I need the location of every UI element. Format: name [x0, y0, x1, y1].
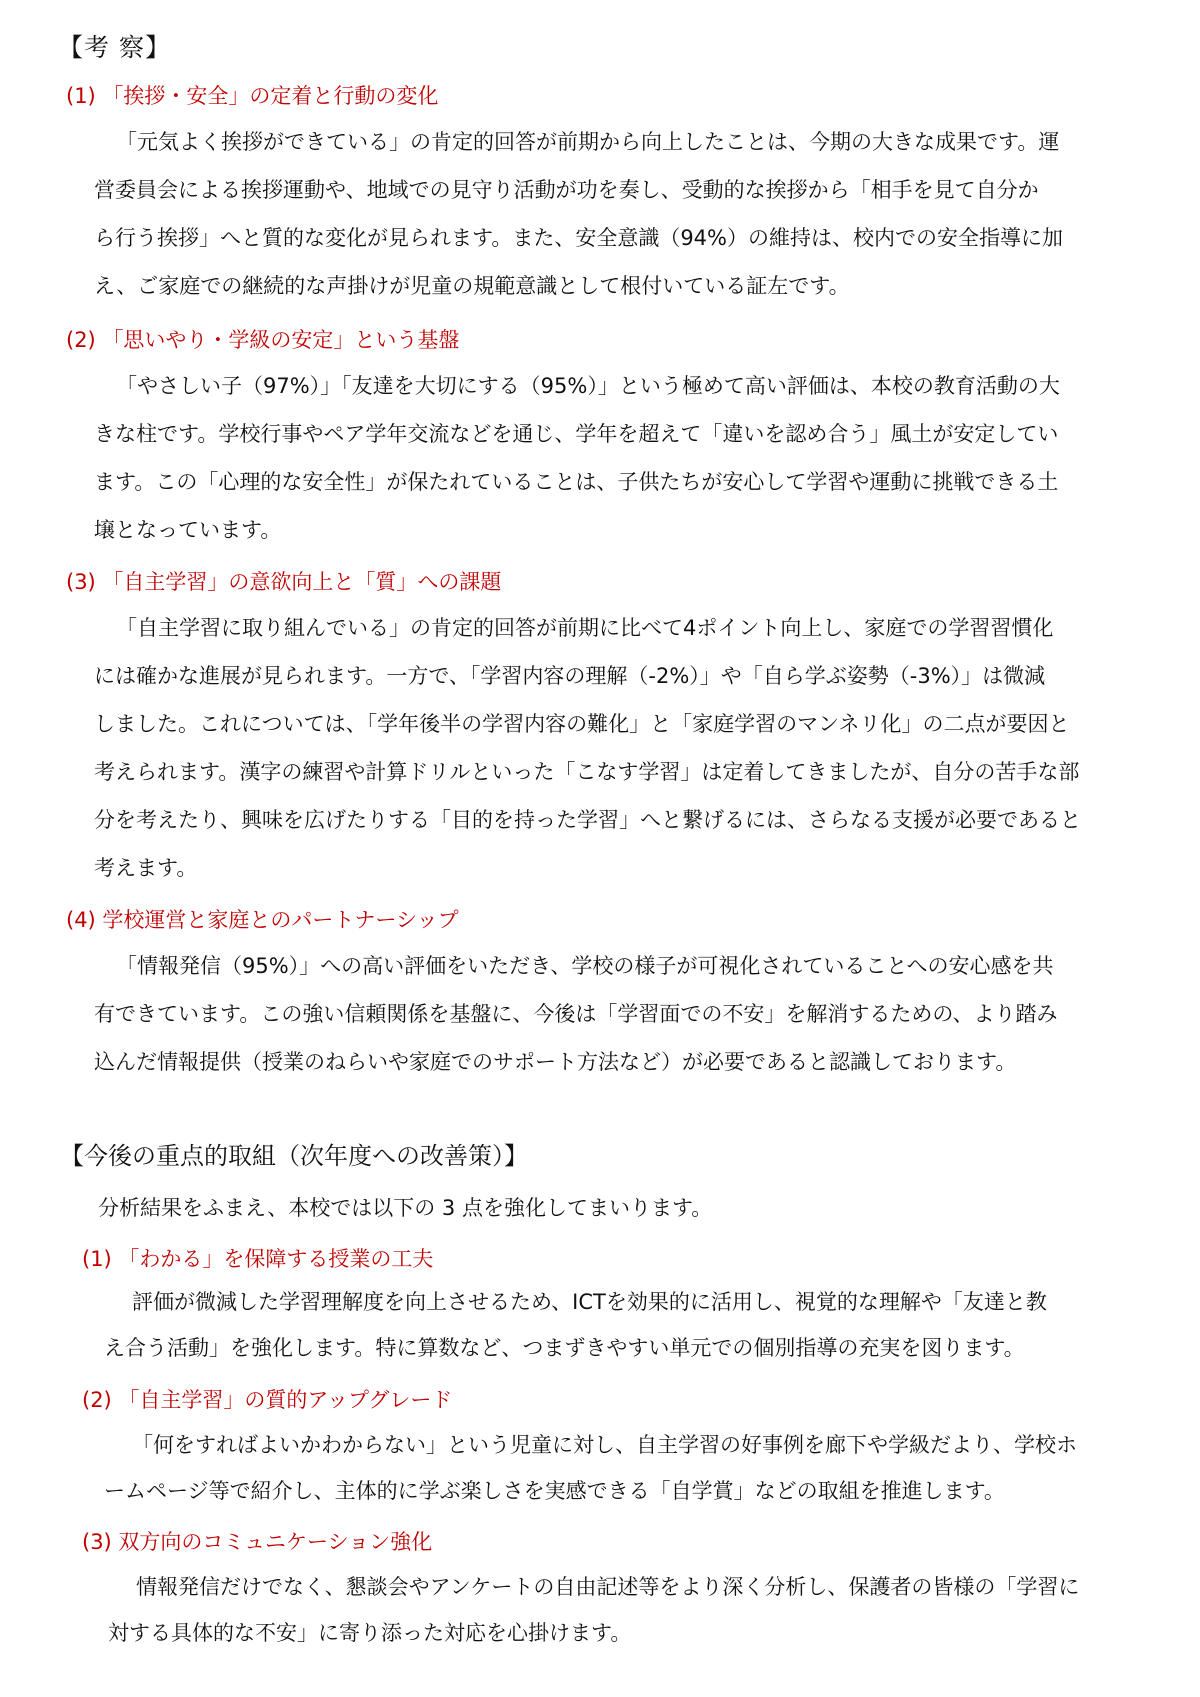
- discussion-heading-2: (2) 「思いやり・学級の安定」という基盤: [66, 328, 460, 352]
- text-line: きな柱です。学校行事やペア学年交流などを通じ、学年を超えて「違いを認め合う」風土が安定してい: [94, 422, 1059, 446]
- discussion-heading-3: (3) 「自主学習」の意欲向上と「質」への課題: [66, 570, 502, 594]
- text-line: ます。この「心理的な安全性」が保たれていることは、子供たちが安心して学習や運動に挑戦できる土: [94, 470, 1059, 494]
- initiative-heading-2: (2) 「自主学習」の質的アップグレード: [82, 1388, 453, 1412]
- discussion-paragraph-4: [94, 942, 1134, 1086]
- text-line: ら行う挨拶」へと質的な変化が見られます。また、安全意識（94%）の維持は、校内での安全指導に加: [94, 226, 1063, 250]
- initiatives-intro: 分析結果をふまえ、本校では以下の 3 点を強化してまいります。: [98, 1196, 713, 1220]
- text-line: 「自主学習に取り組んでいる」の肯定的回答が前期に比べて4ポイント向上し、家庭での学習習慣化: [116, 616, 1054, 640]
- text-line: ームページ等で紹介し、主体的に学ぶ楽しさを実感できる「自学賞」などの取組を推進します。: [104, 1479, 1005, 1503]
- text-line: 営委員会による挨拶運動や、地域での見守り活動が功を奏し、受動的な挨拶から「相手を見て自分か: [94, 178, 1039, 202]
- text-line: 考えます。: [94, 856, 198, 880]
- initiative-paragraph-2: [104, 1422, 1144, 1514]
- text-line: 「何をすればよいかわからない」という児童に対し、自主学習の好事例を廊下や学級だより、学校ホ: [132, 1433, 1077, 1457]
- discussion-heading-4: (4) 学校運営と家庭とのパートナーシップ: [66, 908, 459, 932]
- initiatives-title: 【今後の重点的取組（次年度への改善策）】: [60, 1142, 528, 1170]
- text-line: 「元気よく挨拶ができている」の肯定的回答が前期から向上したことは、今期の大きな成果です。運: [116, 130, 1060, 154]
- initiative-paragraph-3: [108, 1564, 1148, 1656]
- text-line: 考えられます。漢字の練習や計算ドリルといった「こなす学習」は定着してきましたが、自分の苦手な部: [94, 760, 1080, 784]
- text-line: 有できています。この強い信頼関係を基盤に、今後は「学習面での不安」を解消するための、より踏み: [94, 1002, 1058, 1026]
- text-line: 「やさしい子（97%）」「友達を大切にする（95%）」という極めて高い評価は、本校の教育活動の大: [116, 374, 1060, 398]
- text-line: え、ご家庭での継続的な声掛けが児童の規範意識として根付いている証左です。: [94, 274, 850, 298]
- text-line: 「情報発信（95%）」への高い評価をいただき、学校の様子が可視化されていることへの安心感を共: [116, 954, 1054, 978]
- text-line: 分を考えたり、興味を広げたりする「目的を持った学習」へと繋げるには、さらなる支援が必要であると: [94, 808, 1081, 832]
- initiative-heading-3: (3) 双方向のコミュニケーション強化: [82, 1530, 433, 1554]
- initiative-paragraph-1: [104, 1279, 1144, 1371]
- discussion-title: 【考 察】: [58, 33, 171, 62]
- text-line: しました。これについては、「学年後半の学習内容の難化」と「家庭学習のマンネリ化」の二点が要因と: [94, 712, 1070, 736]
- text-line: 壌となっています。: [94, 518, 282, 542]
- text-line: 対する具体的な不安」に寄り添った対応を心掛けます。: [108, 1621, 632, 1645]
- text-line: え合う活動」を強化します。特に算数など、つまずきやすい単元での個別指導の充実を図ります。: [104, 1336, 1025, 1360]
- text-line: 情報発信だけでなく、懇談会やアンケートの自由記述等をより深く分析し、保護者の皆様の「学習に: [136, 1575, 1080, 1599]
- text-line: には確かな進展が見られます。一方で、「学習内容の理解（-2%）」や「自ら学ぶ姿勢（-3%）」は微減: [94, 664, 1046, 688]
- discussion-paragraph-3: [94, 604, 1134, 892]
- text-line: 込んだ情報提供（授業のねらいや家庭でのサポート方法など）が必要であると認識しております。: [94, 1050, 1017, 1074]
- discussion-paragraph-1: [94, 118, 1134, 310]
- discussion-heading-1: (1) 「挨拶・安全」の定着と行動の変化: [66, 84, 439, 108]
- initiative-heading-1: (1) 「わかる」を保障する授業の工夫: [82, 1247, 434, 1271]
- text-line: 評価が微減した学習理解度を向上させるため、ICTを効果的に活用し、視覚的な理解や「友達と教: [132, 1290, 1047, 1314]
- discussion-paragraph-2: [94, 362, 1134, 554]
